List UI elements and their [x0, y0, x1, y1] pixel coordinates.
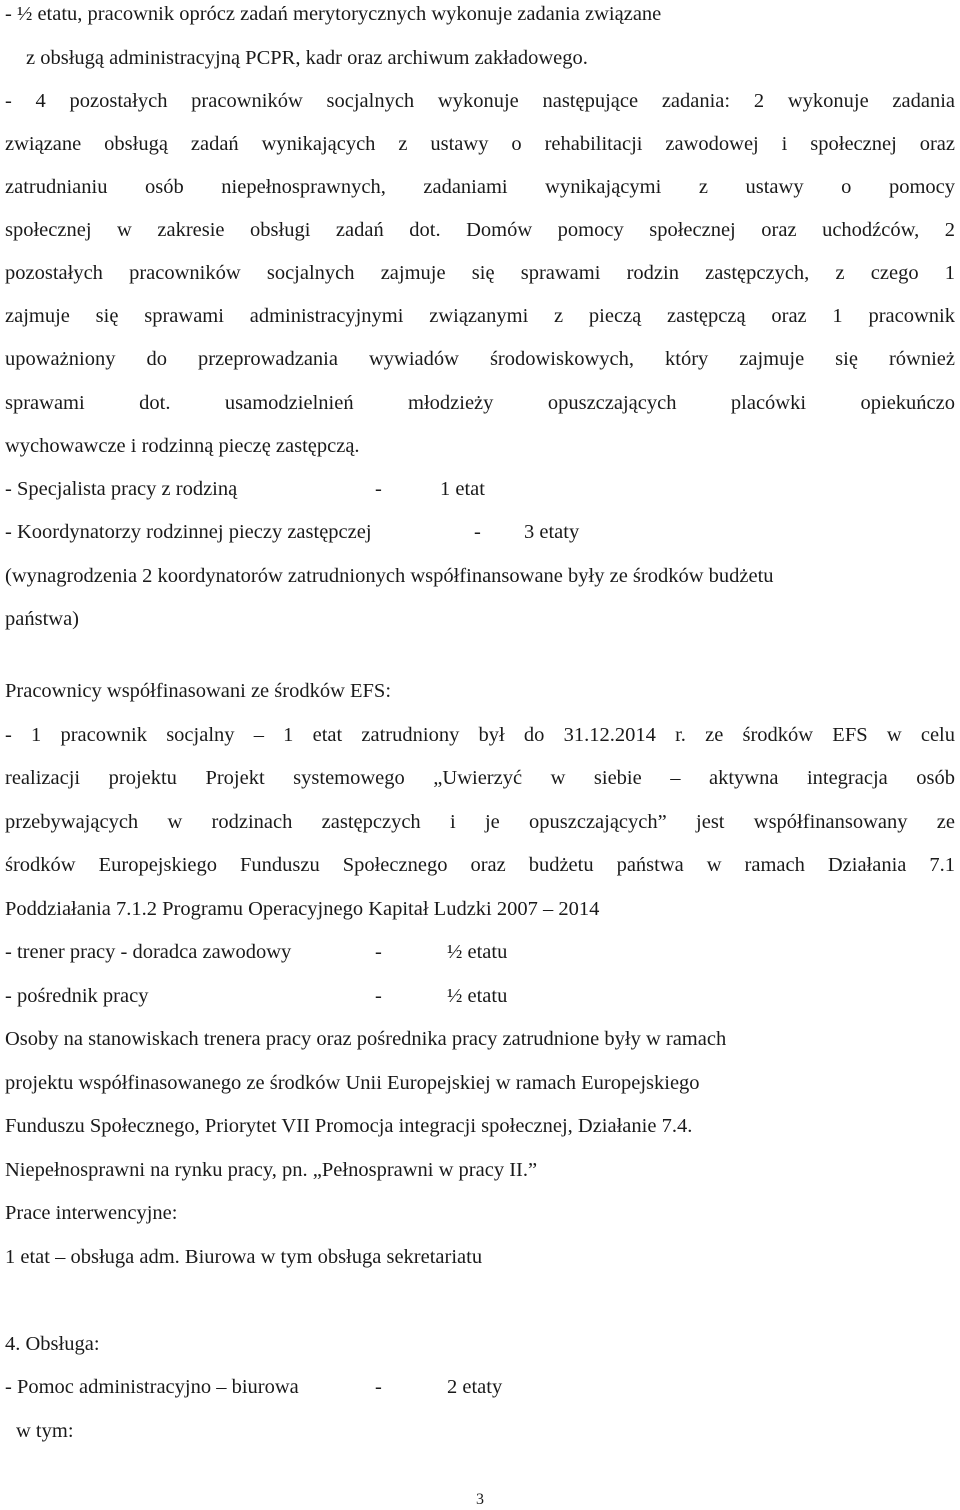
- text-line: Niepełnosprawni na rynku pracy, pn. „Pełnosprawni w pracy II.”: [5, 1159, 538, 1181]
- text-line: realizacji projektu Projekt systemowego „Uwierzyć w siebie – aktywna integracja osób: [5, 767, 955, 789]
- page-number: 3: [476, 1491, 484, 1508]
- text-line: sprawami dot. usamodzielnień młodzieży opuszczających placówki opiekuńczo: [5, 392, 955, 414]
- row-dash: -: [375, 941, 382, 963]
- row-value: ½ etatu: [447, 985, 508, 1007]
- text-line: Poddziałania 7.1.2 Programu Operacyjnego Kapitał Ludzki 2007 – 2014: [5, 898, 600, 920]
- text-line: projektu współfinasowanego ze środków Unii Europejskiej w ramach Europejskiego: [5, 1072, 700, 1094]
- text-line: przebywających w rodzinach zastępczych i je opuszczających” jest współfinansowany ze: [5, 811, 955, 833]
- row-value: 2 etaty: [447, 1376, 503, 1398]
- row-label: - Pomoc administracyjno – biurowa: [5, 1376, 299, 1398]
- row-label: - Koordynatorzy rodzinnej pieczy zastępczej: [5, 521, 372, 543]
- text-line: - 1 pracownik socjalny – 1 etat zatrudniony był do 31.12.2014 r. ze środków EFS w celu: [5, 724, 955, 746]
- row-label: - Specjalista pracy z rodziną: [5, 478, 238, 500]
- text-line: Osoby na stanowiskach trenera pracy oraz pośrednika pracy zatrudnione były w ramach: [5, 1028, 727, 1050]
- text-line: zatrudnianiu osób niepełnosprawnych, zadaniami wynikającymi z ustawy o pomocy: [5, 176, 955, 198]
- section-heading: 4. Obsługa:: [5, 1333, 100, 1355]
- row-value: 1 etat: [440, 478, 485, 500]
- text-line: - 4 pozostałych pracowników socjalnych wykonuje następujące zadania: 2 wykonuje zadania: [5, 90, 955, 112]
- text-line: - ½ etatu, pracownik oprócz zadań merytorycznych wykonuje zadania związane: [5, 3, 662, 25]
- text-line: wychowawcze i rodzinną pieczę zastępczą.: [5, 435, 360, 457]
- row-label: - trener pracy - doradca zawodowy: [5, 941, 292, 963]
- row-dash: -: [375, 1376, 382, 1398]
- text-line: z obsługą administracyjną PCPR, kadr oraz archiwum zakładowego.: [26, 47, 588, 69]
- text-line: Pracownicy współfinasowani ze środków EFS:: [5, 680, 392, 702]
- text-line: środków Europejskiego Funduszu Społecznego oraz budżetu państwa w ramach Działania 7.1: [5, 854, 955, 876]
- text-line: Funduszu Społecznego, Priorytet VII Promocja integracji społecznej, Działanie 7.4.: [5, 1115, 693, 1137]
- text-line: pozostałych pracowników socjalnych zajmuje się sprawami rodzin zastępczych, z czego 1: [5, 262, 955, 284]
- text-line: upoważniony do przeprowadzania wywiadów środowiskowych, który zajmuje się również: [5, 348, 955, 370]
- text-line: Prace interwencyjne:: [5, 1202, 178, 1224]
- row-dash: -: [375, 985, 382, 1007]
- text-line: zajmuje się sprawami administracyjnymi związanymi z pieczą zastępczą oraz 1 pracownik: [5, 305, 955, 327]
- text-line: państwa): [5, 608, 80, 630]
- row-label: - pośrednik pracy: [5, 985, 149, 1007]
- text-line: związane obsługą zadań wynikających z ustawy o rehabilitacji zawodowej i społecznej oraz: [5, 133, 955, 155]
- text-line: w tym:: [16, 1420, 74, 1442]
- text-line: 1 etat – obsługa adm. Biurowa w tym obsługa sekretariatu: [5, 1246, 483, 1268]
- row-value: ½ etatu: [447, 941, 508, 963]
- text-line: (wynagrodzenia 2 koordynatorów zatrudnionych współfinansowane były ze środków budżetu: [5, 565, 774, 587]
- row-value: 3 etaty: [524, 521, 580, 543]
- row-dash: -: [474, 521, 481, 543]
- text-line: społecznej w zakresie obsługi zadań dot. Domów pomocy społecznej oraz uchodźców, 2: [5, 219, 955, 241]
- row-dash: -: [375, 478, 382, 500]
